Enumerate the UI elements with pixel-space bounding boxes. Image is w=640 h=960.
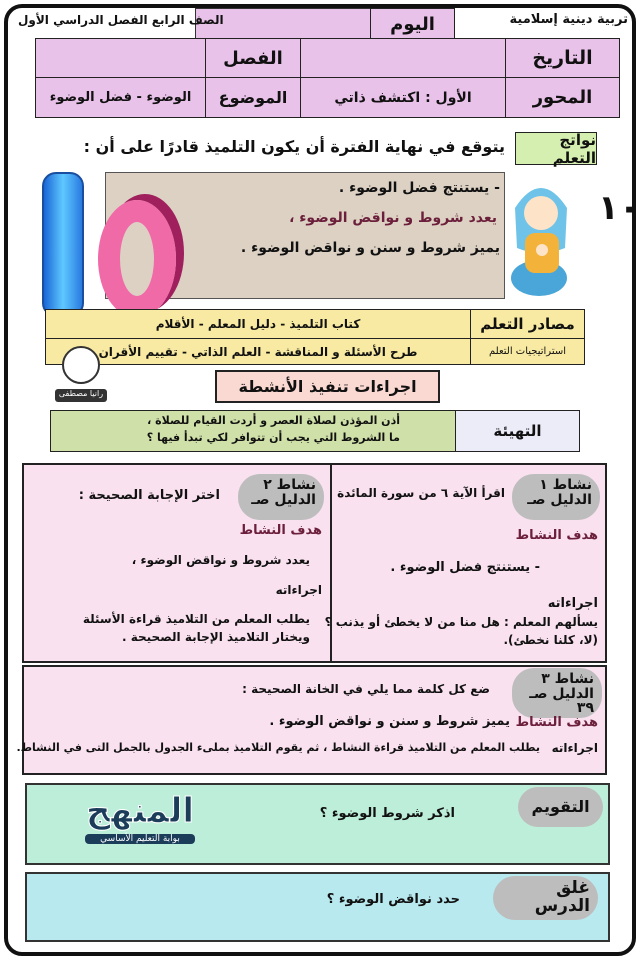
badge-title: نشاط ٣ — [541, 671, 594, 687]
badge-title: نشاط ١ — [539, 477, 592, 493]
activity-1-proc-label: اجراءاته — [547, 596, 598, 611]
activity-3-proc: يطلب المعلم من التلاميذ قراءة النشاط ، ثم يقوم التلاميذ بملىء الجدول بالجمل التى في النشاط. — [16, 741, 540, 754]
date-label: التاريخ — [505, 38, 620, 78]
badge-title: نشاط ٢ — [263, 477, 316, 493]
activity-2-proc-label: اجراءاته — [275, 583, 322, 597]
activities-divider — [330, 463, 332, 663]
class-label: الفصل — [205, 38, 301, 78]
outcomes-intro: يتوقع في نهاية الفترة أن يكون التلميذ قادرًا على أن : — [83, 137, 505, 156]
praying-girl-illustration — [505, 168, 577, 300]
stamp-name: رانيا مصطفى — [55, 389, 107, 402]
axis-value: الأول : اكتشف ذاتي — [300, 77, 506, 118]
activity-1-goal: - يستنتج فضل الوضوء . — [390, 560, 540, 575]
activity-2-badge — [238, 474, 324, 520]
activity-2-task: اختر الإجابة الصحيحة : — [78, 488, 220, 503]
sources-label: مصادر التعلم — [470, 309, 585, 339]
badge-guide: الدليل صـ — [527, 491, 592, 508]
activity-3-goal-label: هدف النشاط — [515, 715, 598, 730]
activity-1-proc: يسألهم المعلم : هل منا من لا يخطئ أو يذنب ؟ — [324, 615, 598, 629]
activity-2-proc: ويختار التلاميذ الإجابة الصحيحة . — [122, 630, 310, 644]
activity-3-task: ضع كل كلمة مما يلي في الخانة الصحيحة : — [242, 682, 490, 696]
activity-1-task: اقرأ الآية ٦ من سورة المائدة — [337, 486, 505, 500]
closing-label: غلق الدرس — [493, 876, 598, 920]
outcome-item: - يستنتج فضل الوضوء . — [338, 180, 500, 196]
stamp-logo — [62, 346, 100, 384]
closing-question: حدد نواقض الوضوء ؟ — [326, 892, 460, 907]
number-one-graphic — [42, 172, 84, 317]
badge-guide: الدليل صـ — [251, 491, 316, 508]
subject-label: تربية دينية إسلامية — [509, 12, 628, 27]
sources-value: كتاب التلميذ - دليل المعلم - الأقلام — [45, 309, 471, 339]
date-value[interactable] — [300, 38, 506, 78]
badge-guide: الدليل صـ ٣٩ — [529, 685, 594, 717]
number-zero-graphic — [98, 200, 176, 318]
logo-text: المنهج — [85, 791, 195, 831]
logo-subtitle: بوابة التعليم الأساسي — [85, 834, 195, 844]
outcome-item: يعدد شروط و نواقض الوضوء ، — [289, 210, 497, 226]
class-value[interactable] — [35, 38, 206, 78]
warmup-line: ما الشروط التي يجب أن تتوافر لكي تبدأ فيها ؟ — [146, 431, 400, 444]
evaluation-question: اذكر شروط الوضوء ؟ — [319, 806, 455, 821]
topic-value: الوضوء - فضل الوضوء — [35, 77, 206, 118]
activity-1-badge — [512, 474, 600, 520]
warmup-line: أذن المؤذن لصلاة العصر و أردت القيام للصلاة ، — [147, 414, 400, 427]
outcome-item: يميز شروط و سنن و نواقض الوضوء . — [240, 240, 500, 256]
activity-1-proc: (لا، كلنا نخطئ). — [503, 633, 598, 647]
axis-label: المحور — [505, 77, 620, 118]
activity-2-proc: يطلب المعلم من التلاميذ قراءة الأسئلة — [82, 612, 310, 626]
activity-3-proc-label: اجراءاته — [551, 741, 598, 755]
activity-2-goal-label: هدف النشاط — [239, 523, 322, 538]
activity-3-badge — [512, 668, 602, 718]
outcomes-label: نواتج التعلم — [515, 132, 597, 165]
warmup-label: التهيئة — [455, 410, 580, 452]
strategies-value: طرح الأسئلة و المناقشة - العلم الذاتي - تقييم الأقران — [45, 338, 471, 365]
activity-3-goal: يميز شروط و سنن و نواقض الوضوء . — [269, 714, 510, 729]
day-label: اليوم — [370, 8, 455, 40]
evaluation-label: التقويم — [518, 787, 603, 827]
procedures-title: اجراءات تنفيذ الأنشطة — [215, 370, 440, 403]
lesson-number: ١٠ — [598, 188, 640, 228]
manhag-logo — [85, 788, 195, 858]
grade-label: الصف الرابع الفصل الدراسي الأول — [18, 13, 224, 27]
topic-label: الموضوع — [205, 77, 301, 118]
activity-1-goal-label: هدف النشاط — [515, 528, 598, 543]
activity-2-goal: يعدد شروط و نواقض الوضوء ، — [131, 553, 310, 567]
strategies-label: استراتيجيات التعلم — [470, 338, 585, 365]
